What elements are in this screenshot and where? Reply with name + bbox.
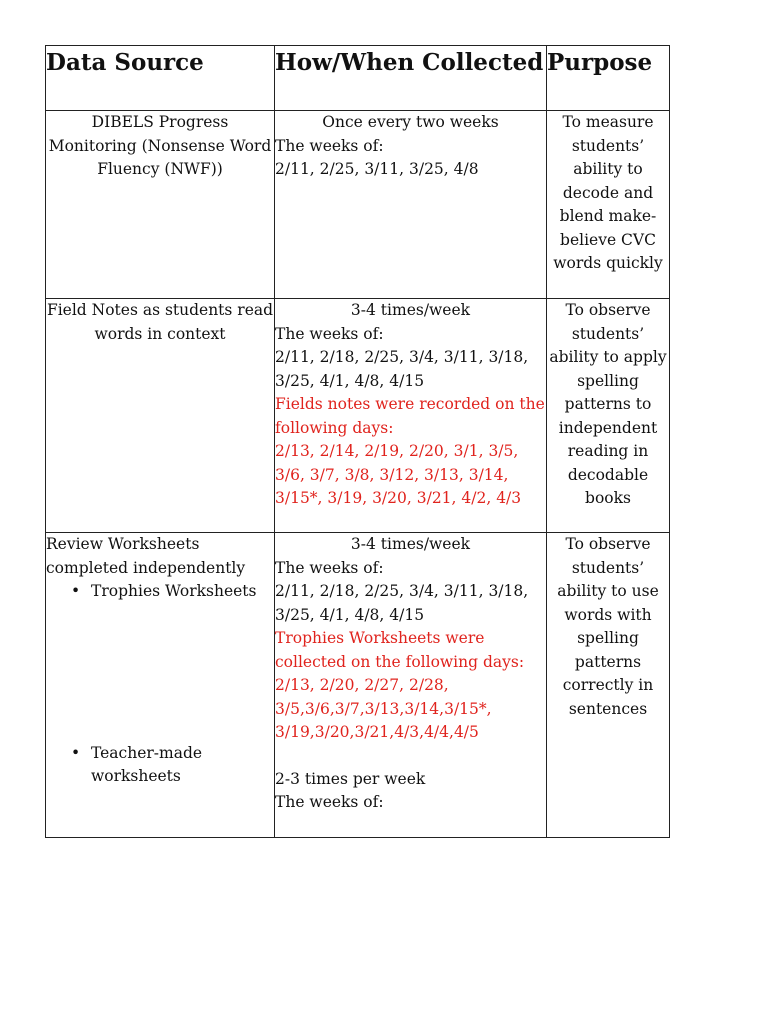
worksheet-type-list [46,580,274,789]
list-item-label: Trophies Worksheets [91,582,257,600]
table-row-dibels [46,111,670,299]
recorded-days: 2/13, 2/14, 2/19, 2/20, 3/1, 3/5, 3/6, 3/7, 3/8, 3/12, 3/13, 3/14, 3/15*, 3/19, 3/20, 3/21, 4/2, 4/3 [275,442,522,507]
weeks-label-2: The weeks of: [275,793,384,811]
purpose-text: To observe students’ ability to apply spelling patterns to independent reading in decodable books [549,301,667,507]
collection-cell [275,111,547,299]
weeks-label: The weeks of: [275,136,384,155]
table-row-field-notes [46,299,670,533]
collected-days: 2/13, 2/20, 2/27, 2/28, 3/5,3/6,3/7,3/13,3/14,3/15*, 3/19,3/20,3/21,4/3,4/4,4/5 [275,676,492,741]
list-item [46,580,274,604]
frequency-text: Once every two weeks [322,113,499,131]
source-cell [46,299,275,533]
list-item [46,742,274,789]
table-row-review-worksheets [46,533,670,838]
source-text: Review Worksheets completed independently [46,535,246,577]
purpose-text: To measure students’ ability to decode and blend make-believe CVC words quickly [553,113,663,272]
weeks-label: The weeks of: [275,558,384,577]
list-item-label: Teacher-made worksheets [91,743,203,785]
header-data-source: Data Source [46,46,275,111]
bullet-icon: • [71,743,81,762]
frequency-text-2: 2-3 times per week [275,769,426,788]
header-how-when-collected: How/When Collected [275,46,547,111]
source-text: DIBELS Progress Monitoring (Nonsense Word Fluency (NWF)) [48,113,272,178]
weeks-label: The weeks of: [275,324,384,343]
recorded-note: Fields notes were recorded on the following days: [275,395,545,437]
weeks-list: 2/11, 2/25, 3/11, 3/25, 4/8 [275,160,479,178]
bullet-icon: • [71,582,81,600]
weeks-list: 2/11, 2/18, 2/25, 3/4, 3/11, 3/18, 3/25, 4/1, 4/8, 4/15 [275,348,529,390]
purpose-cell [547,533,670,838]
collection-cell [275,533,547,838]
frequency-text: 3-4 times/week [350,535,471,553]
collected-note: Trophies Worksheets were collected on the following days: [275,629,525,671]
source-text: Field Notes as students read words in context [46,301,274,343]
frequency-text: 3-4 times/week [350,301,471,319]
source-cell [46,533,275,838]
weeks-list: 2/11, 2/18, 2/25, 3/4, 3/11, 3/18, 3/25, 4/1, 4/8, 4/15 [275,582,529,624]
purpose-cell [547,111,670,299]
header-purpose: Purpose [547,46,670,111]
collection-cell [275,299,547,533]
purpose-text: To observe students’ ability to use words with spelling patterns correctly in sentences [557,535,659,718]
source-cell [46,111,275,299]
data-collection-table [45,45,670,838]
header-row [46,46,670,111]
purpose-cell [547,299,670,533]
